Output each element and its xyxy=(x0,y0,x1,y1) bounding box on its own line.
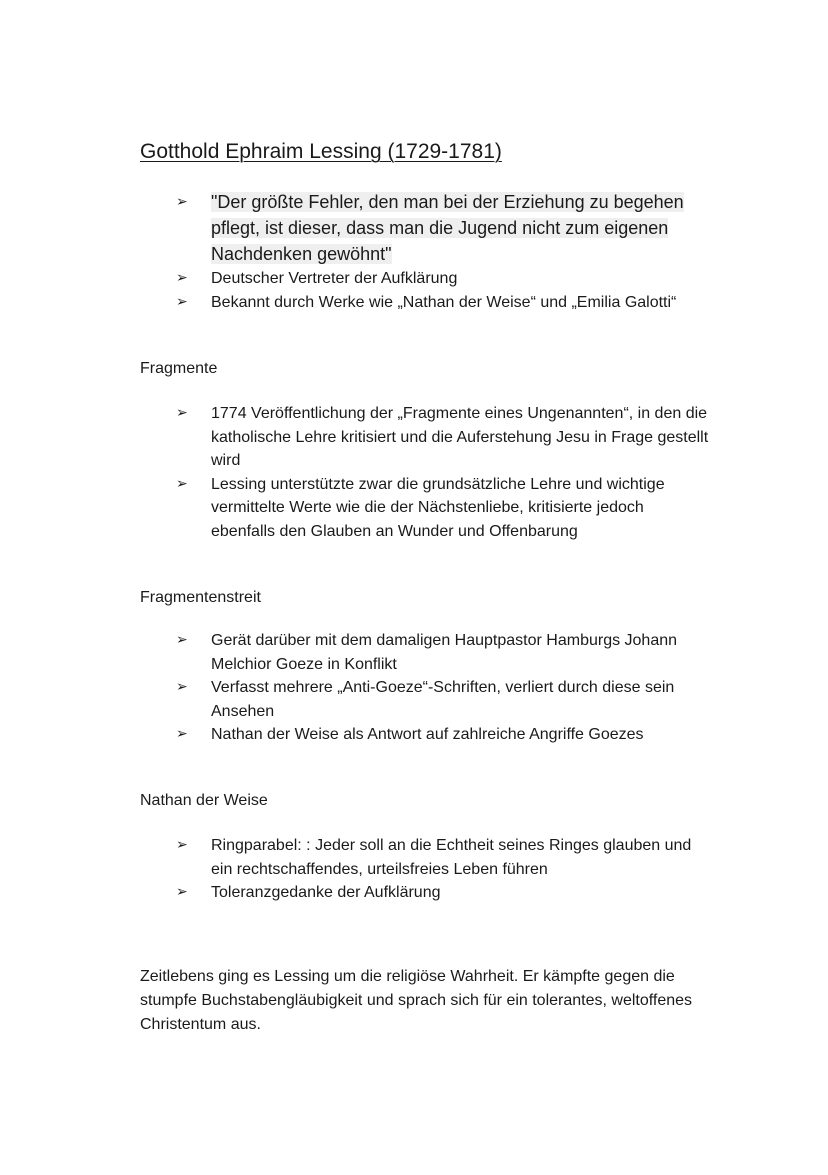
list-item xyxy=(172,189,712,267)
page-title: Gotthold Ephraim Lessing (1729-1781) xyxy=(140,140,502,163)
arrow-bullet-icon: ➢ xyxy=(176,884,188,900)
list-item xyxy=(172,629,712,676)
nathan-list xyxy=(172,834,712,905)
list-item xyxy=(172,402,712,473)
arrow-bullet-icon: ➢ xyxy=(176,405,188,421)
list-item xyxy=(172,834,712,881)
list-item-text: Deutscher Vertreter der Aufklärung xyxy=(211,270,458,287)
list-item-text: 1774 Veröffentlichung der „Fragmente eines Ungenannten“, in den die katholische Lehre kritisiert und die Auferstehung Jesu in Frage gestellt wird xyxy=(211,405,709,469)
arrow-bullet-icon: ➢ xyxy=(176,194,188,210)
arrow-bullet-icon: ➢ xyxy=(176,837,188,853)
list-item xyxy=(172,723,712,747)
list-item-text: Bekannt durch Werke wie „Nathan der Weise“ und „Emilia Galotti“ xyxy=(211,293,677,311)
list-item-text: Toleranzgedanke der Aufklärung xyxy=(211,884,441,901)
list-item-text: Lessing unterstützte zwar die grundsätzliche Lehre und wichtige vermittelte Werte wie die der Nächstenliebe, kritisierte jedoch ebenfalls den Glauben an Wunder und Offenbarung xyxy=(211,475,665,540)
list-item-text: Verfasst mehrere „Anti-Goeze“-Schriften, verliert durch diese sein Ansehen xyxy=(211,679,675,720)
arrow-bullet-icon: ➢ xyxy=(176,270,188,286)
fragmente-list xyxy=(172,402,712,543)
list-item xyxy=(172,267,712,291)
list-item-text: Gerät darüber mit dem damaligen Hauptpastor Hamburgs Johann Melchior Goeze in Konflikt xyxy=(211,632,678,673)
list-item-text: Ringparabel: : Jeder soll an die Echtheit seines Ringes glauben und ein rechtschaffendes, urteilsfreies Leben führen xyxy=(211,837,692,878)
list-item xyxy=(172,881,712,905)
section-heading-fragmentenstreit: Fragmentenstreit xyxy=(140,589,261,606)
arrow-bullet-icon: ➢ xyxy=(176,632,188,648)
arrow-bullet-icon: ➢ xyxy=(176,679,188,695)
section-heading-nathan: Nathan der Weise xyxy=(140,792,268,809)
fragmentenstreit-list xyxy=(172,629,712,747)
list-item xyxy=(172,676,712,723)
list-item xyxy=(172,291,712,315)
arrow-bullet-icon: ➢ xyxy=(176,726,188,742)
list-item-text: Nathan der Weise als Antwort auf zahlreiche Angriffe Goezes xyxy=(211,726,644,743)
list-item xyxy=(172,473,712,544)
section-heading-fragmente: Fragmente xyxy=(140,360,218,377)
closing-paragraph: Zeitlebens ging es Lessing um die religiöse Wahrheit. Er kämpfte gegen die stumpfe Buchstabengläubigkeit und sprach sich für ein tolerantes, weltoffenes Christentum aus. xyxy=(140,968,693,1033)
arrow-bullet-icon: ➢ xyxy=(176,293,188,310)
quote-text: "Der größte Fehler, den man bei der Erziehung zu begehen pflegt, ist dieser, dass man die Jugend nicht zum eigenen Nachdenken gewöhnt" xyxy=(211,192,684,264)
intro-list xyxy=(172,189,712,314)
arrow-bullet-icon: ➢ xyxy=(176,475,188,492)
